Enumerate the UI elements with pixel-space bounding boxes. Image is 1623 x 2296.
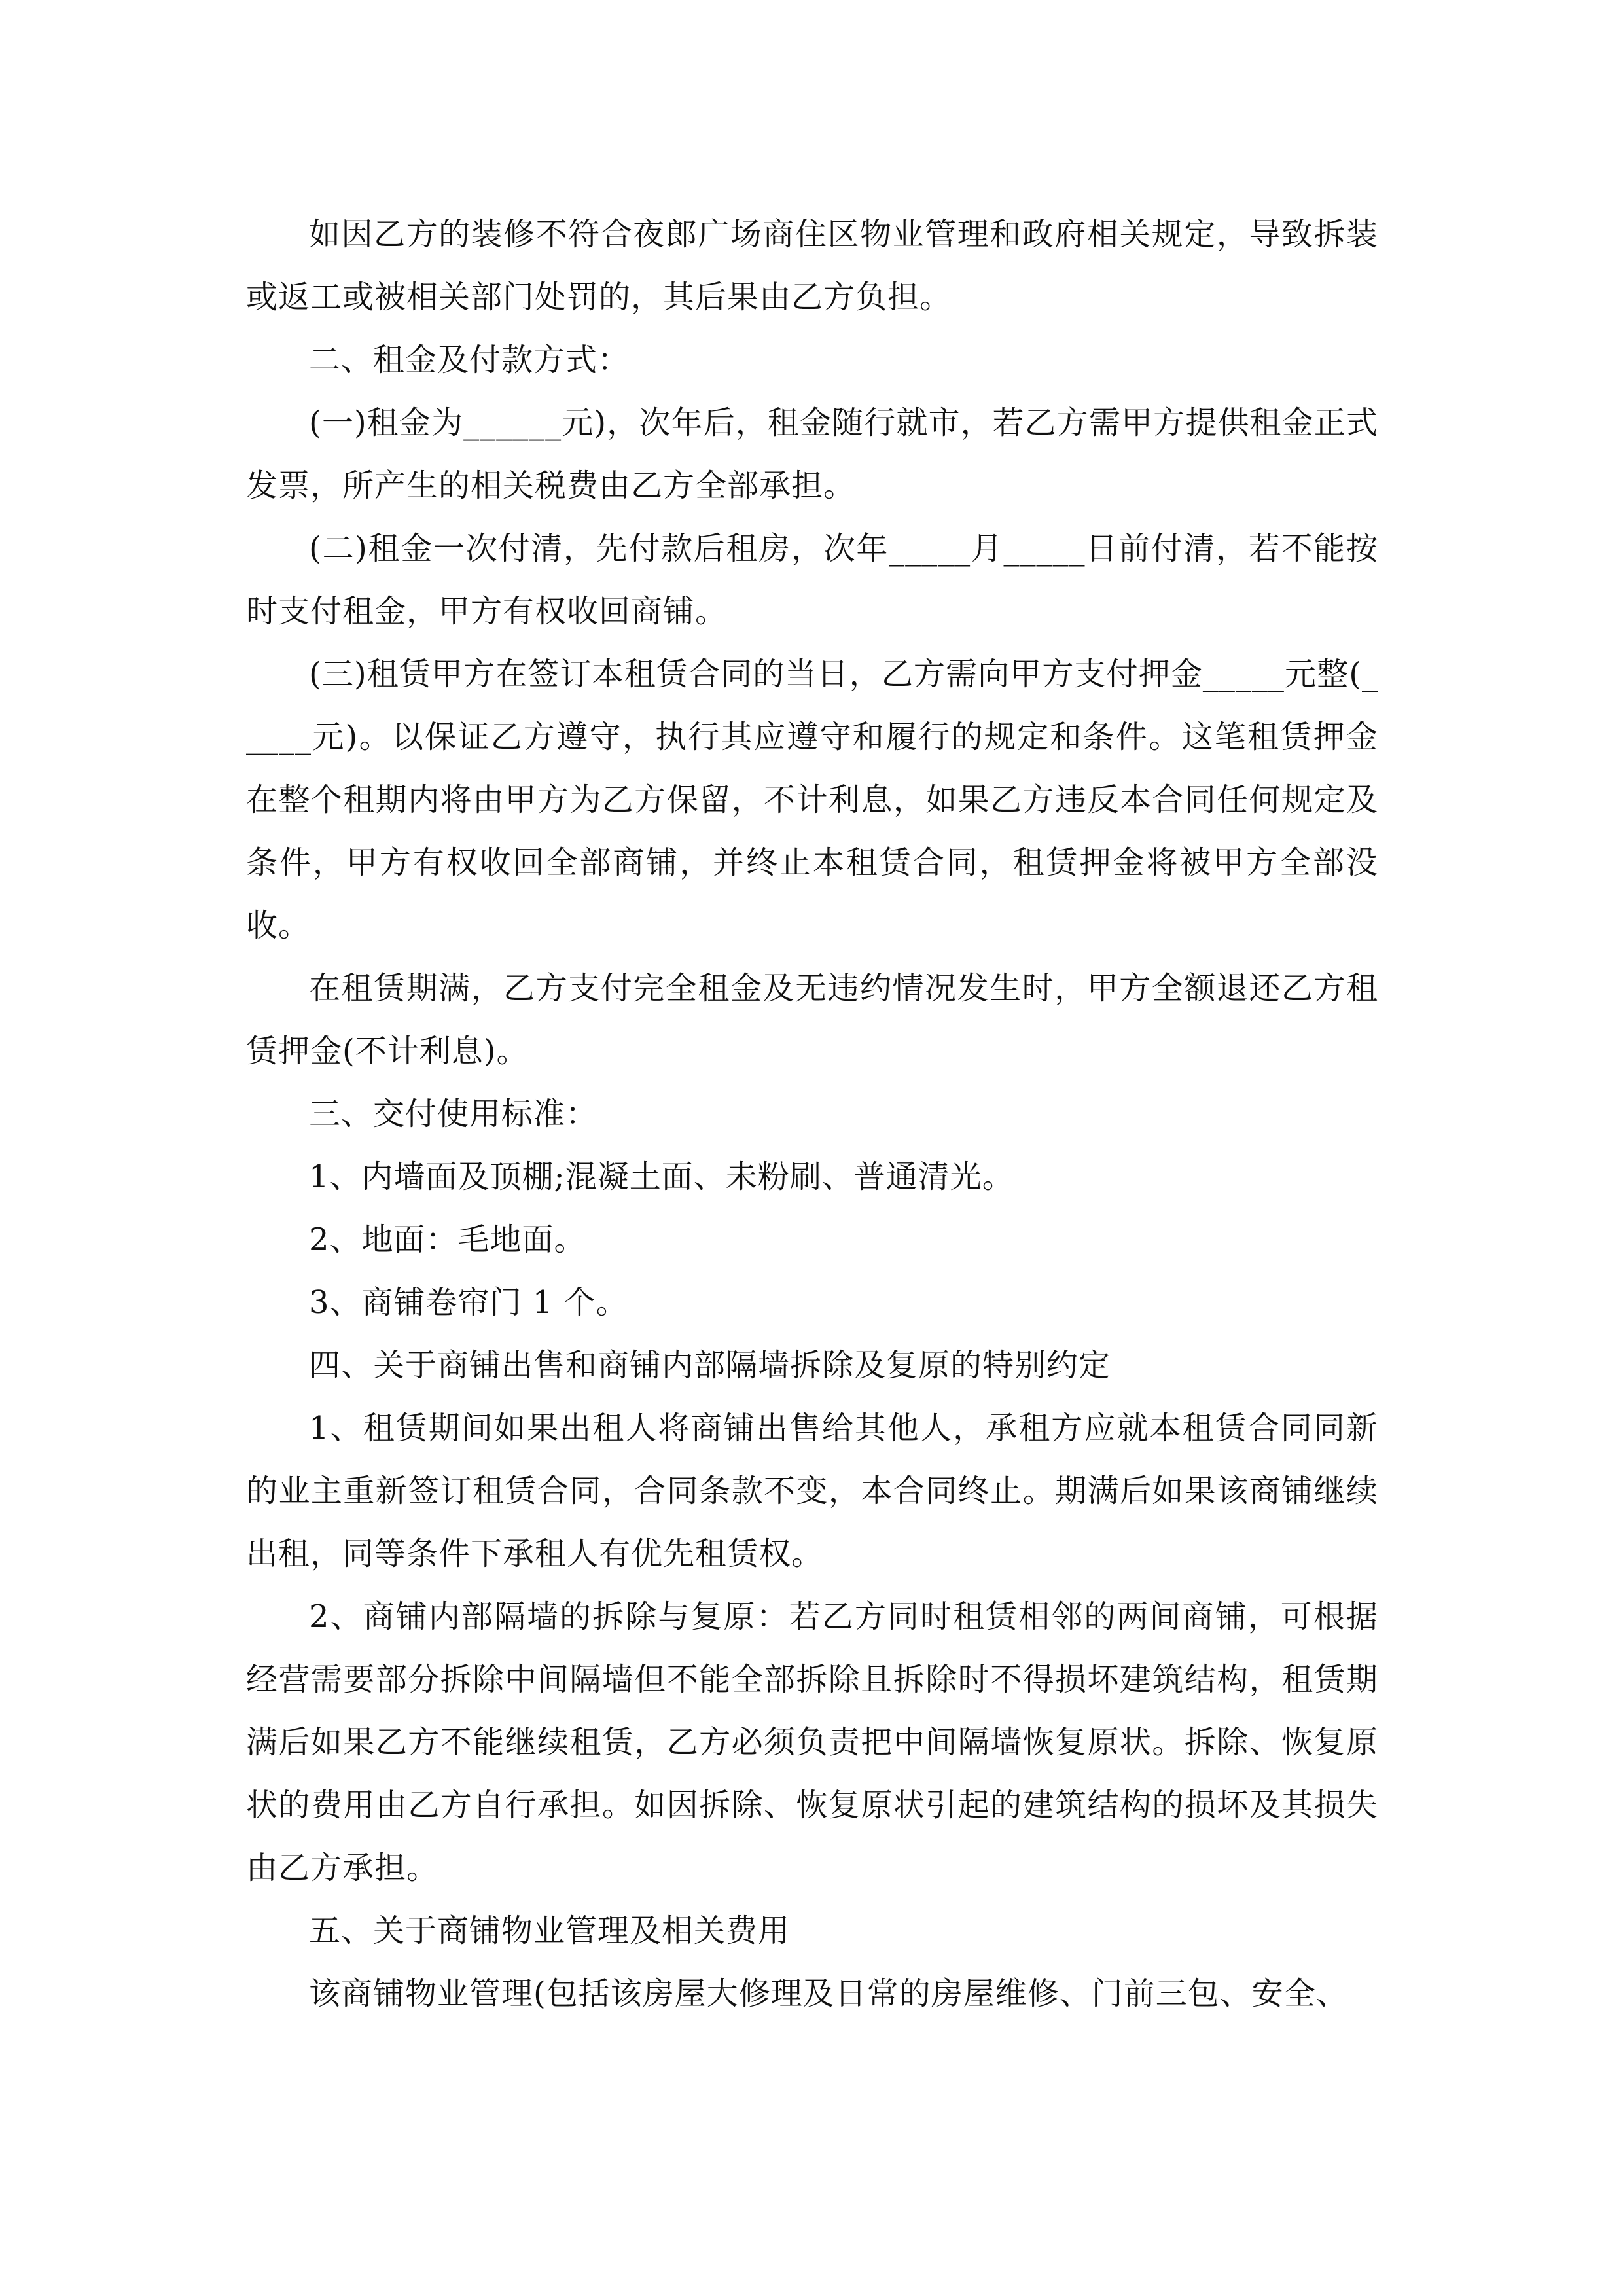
heading-rent-and-payment: 二、租金及付款方式： (309, 342, 630, 378)
list-item-walls-ceiling: 1、内墙面及顶棚;混凝土面、未粉刷、普通清光。 (309, 1158, 1014, 1195)
list-item-floor: 2、地面：毛地面。 (309, 1221, 586, 1258)
heading-property-management: 五、关于商铺物业管理及相关费用 (309, 1912, 791, 1949)
paragraph-deposit-refund: 在租赁期满，乙方支付完全租金及无违约情况发生时，甲方全额退还乙方租赁押金(不计利息)。 (246, 970, 1378, 1069)
paragraph-sale-of-shop: 1、租赁期间如果出租人将商铺出售给其他人，承租方应就本租赁合同同新的业主重新签订租赁合同，合同条款不变，本合同终止。期满后如果该商铺继续出租，同等条件下承租人有优先租赁权。 (246, 1410, 1378, 1572)
heading-delivery-standard: 三、交付使用标准： (309, 1096, 598, 1132)
paragraph-partition-removal: 2、商铺内部隔墙的拆除与复原：若乙方同时租赁相邻的两间商铺，可根据经营需要部分拆除中间隔墙但不能全部拆除且拆除时不得损坏建筑结构，租赁期满后如果乙方不能继续租赁，乙方必须负责把中间隔墙恢复原状。拆除、恢复原状的费用由乙方自行承担。如因拆除、恢复原状引起的建筑结构的损坏及其损失由乙方承担。 (246, 1598, 1378, 1886)
paragraph-renovation-liability: 如因乙方的装修不符合夜郎广场商住区物业管理和政府相关规定，导致拆装或返工或被相关部门处罚的，其后果由乙方负担。 (246, 216, 1378, 315)
list-item-rolling-door: 3、商铺卷帘门 1 个。 (309, 1284, 628, 1321)
contract-body (246, 203, 1378, 2025)
heading-sale-and-partition: 四、关于商铺出售和商铺内部隔墙拆除及复原的特别约定 (309, 1347, 1111, 1384)
paragraph-rent-payment-deadline: (二)租金一次付清，先付款后租房，次年_____月_____日前付清，若不能按时支付租金，甲方有权收回商铺。 (246, 530, 1378, 630)
paragraph-property-management: 该商铺物业管理(包括该房屋大修理及日常的房屋维修、门前三包、安全、 (309, 1975, 1348, 2012)
paragraph-rent-amount: (一)租金为______元)，次年后，租金随行就市，若乙方需甲方提供租金正式发票，所产生的相关税费由乙方全部承担。 (246, 404, 1378, 504)
paragraph-deposit-terms: (三)租赁甲方在签订本租赁合同的当日，乙方需向甲方支付押金_____元整(_____元)。以保证乙方遵守，执行其应遵守和履行的规定和条件。这笔租赁押金在整个租期内将由甲方为乙方保留，不计利息，如果乙方违反本合同任何规定及条件，甲方有权收回全部商铺，并终止本租赁合同，租赁押金将被甲方全部没收。 (246, 656, 1378, 944)
